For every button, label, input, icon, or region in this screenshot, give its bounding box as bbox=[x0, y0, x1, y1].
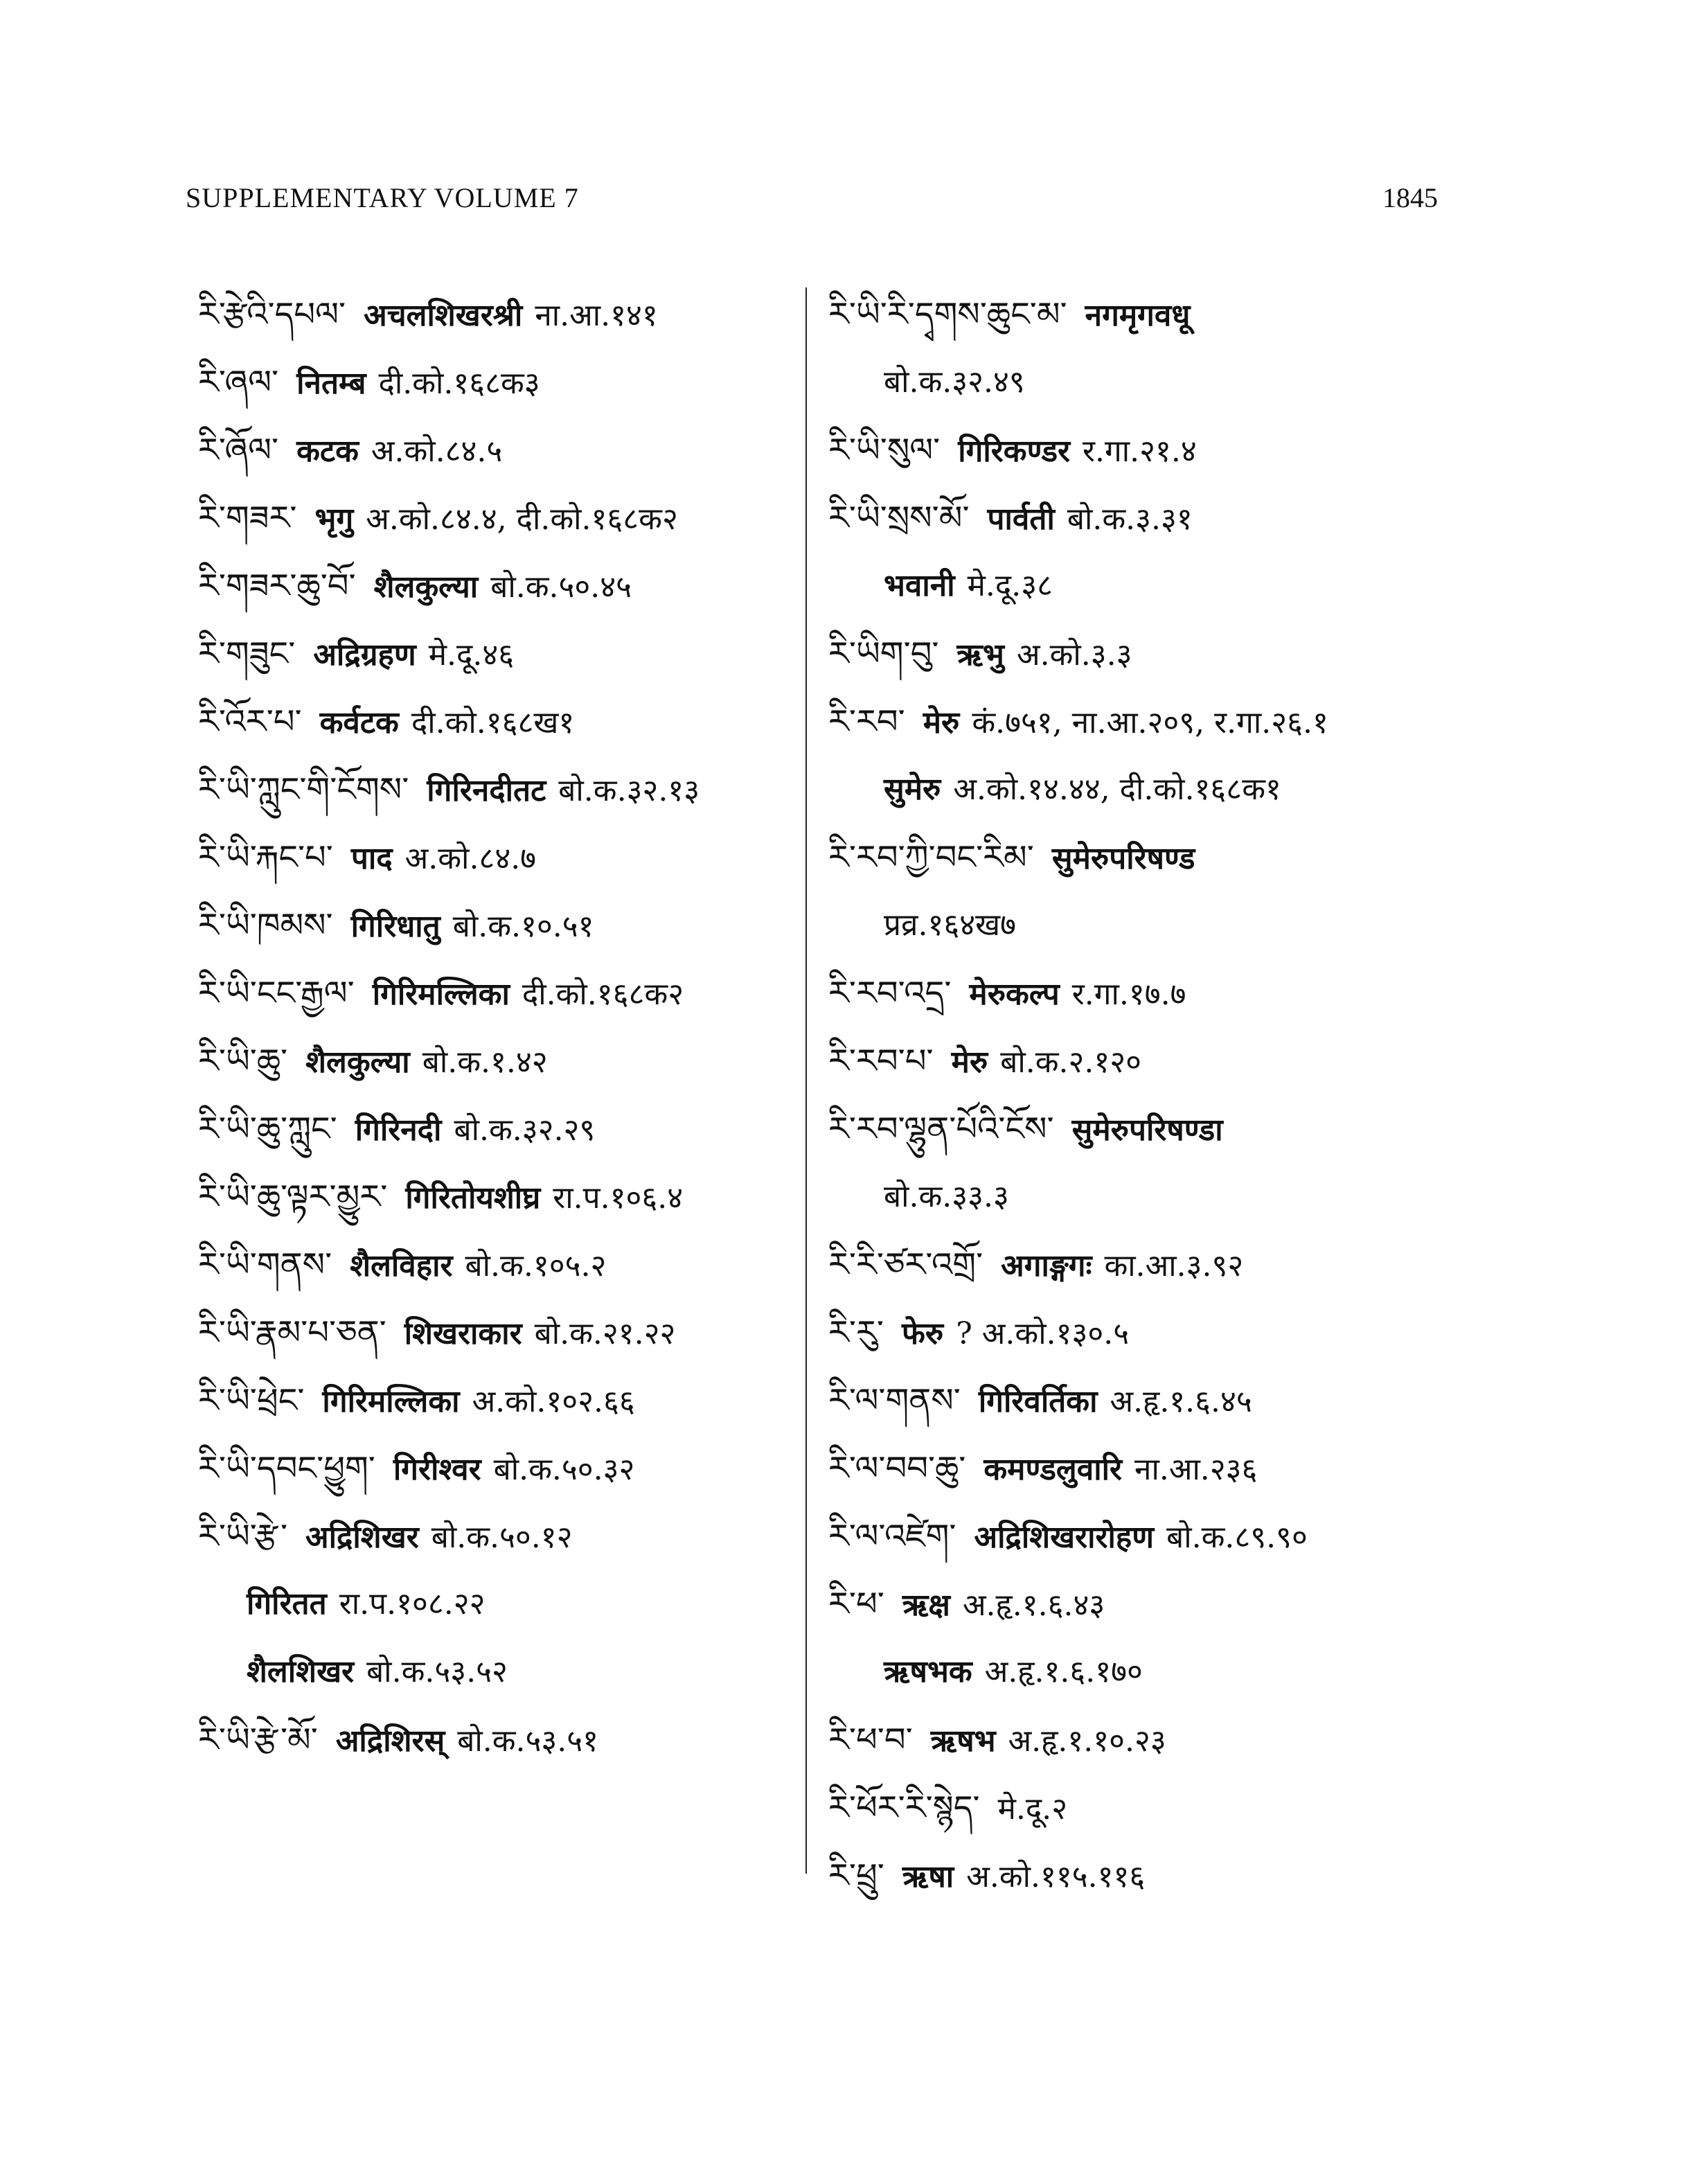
column-divider bbox=[805, 287, 807, 1874]
dictionary-entry bbox=[198, 688, 808, 756]
dictionary-entry bbox=[198, 1231, 808, 1299]
dictionary-entry bbox=[198, 281, 808, 348]
sanskrit-term: गिरिवर्तिका bbox=[978, 1384, 1098, 1419]
dictionary-entry bbox=[828, 1435, 1452, 1502]
source-reference: अ.हृ.१.१०.२३ bbox=[1008, 1723, 1166, 1759]
dictionary-entry bbox=[198, 756, 808, 824]
sanskrit-term: गिरिधातु bbox=[350, 909, 440, 944]
sanskrit-term: कमण्डलुवारि bbox=[983, 1452, 1123, 1487]
dictionary-entry bbox=[198, 891, 808, 959]
tibetan-term: རི་ཡི་ཆུ་ཀླུང་ bbox=[198, 1110, 337, 1148]
tibetan-term: རི་རབ་འདྲ་ bbox=[828, 974, 952, 1013]
dictionary-entry bbox=[198, 348, 808, 416]
dictionary-entry bbox=[828, 1163, 1452, 1231]
dictionary-entry bbox=[828, 824, 1452, 891]
sanskrit-term: पाद bbox=[350, 841, 393, 876]
sanskrit-term: गिरिमल्लिका bbox=[372, 977, 510, 1012]
source-reference: र.गा.१७.७ bbox=[1071, 977, 1186, 1012]
dictionary-entry bbox=[198, 1027, 808, 1095]
tibetan-term: རི་རབ་ལྷུན་པོའི་ངོས་ bbox=[828, 1110, 1054, 1148]
source-reference: बो.क.५३.५१ bbox=[457, 1723, 599, 1759]
tibetan-term: རི་ཕྲུ་ bbox=[828, 1856, 884, 1895]
source-reference: मे.दू.४६ bbox=[428, 637, 515, 673]
running-head: SUPPLEMENTARY VOLUME 7 bbox=[186, 182, 579, 213]
dictionary-entry bbox=[828, 1027, 1452, 1095]
source-reference: बो.क.२.१२० bbox=[1000, 1045, 1142, 1080]
sanskrit-term: शैलकुल्या bbox=[305, 1045, 410, 1080]
dictionary-entry bbox=[828, 1842, 1452, 1910]
sanskrit-term: मेरुकल्प bbox=[969, 977, 1060, 1012]
sanskrit-term: शैलशिखर bbox=[247, 1654, 355, 1689]
dictionary-entry bbox=[828, 959, 1452, 1027]
sanskrit-term: ऋक्ष bbox=[902, 1588, 950, 1623]
dictionary-entry bbox=[198, 824, 808, 891]
page-number: 1845 bbox=[1382, 182, 1438, 213]
sanskrit-term: अद्रिशिरस् bbox=[335, 1723, 445, 1759]
tibetan-term: རི་རི་ཙར་འགྲོ་ bbox=[828, 1245, 983, 1284]
sanskrit-term: भवानी bbox=[884, 568, 955, 603]
sanskrit-term: सुमेरु bbox=[884, 772, 941, 807]
dictionary-entry bbox=[828, 1502, 1452, 1570]
dictionary-entry bbox=[828, 620, 1452, 688]
dictionary-entry bbox=[828, 1638, 1452, 1706]
right-column bbox=[828, 281, 1452, 1910]
tibetan-term: རི་ལ་འཛེག་ bbox=[828, 1517, 956, 1556]
tibetan-term: རི་ཡི་སུལ་ bbox=[828, 431, 941, 470]
dictionary-entry bbox=[198, 552, 808, 620]
tibetan-term: རི་རབ་པ་ bbox=[828, 1042, 934, 1081]
source-reference: बो.क.१०५.२ bbox=[465, 1248, 607, 1284]
source-reference: मे.दू.३८ bbox=[967, 568, 1053, 603]
sanskrit-term: पार्वती bbox=[987, 501, 1055, 537]
tibetan-term: རི་གཟུང་ bbox=[198, 634, 296, 673]
tibetan-term: རི་ཞོལ་ bbox=[198, 431, 279, 470]
source-reference: अ.को.३.३ bbox=[1016, 637, 1132, 673]
tibetan-term: རི་རུ་ bbox=[828, 1313, 884, 1352]
tibetan-term: རི་གཟར་ bbox=[198, 499, 297, 538]
tibetan-term: རི་ཡི་རྣམ་པ་ཅན་ bbox=[198, 1313, 386, 1352]
dictionary-entry bbox=[828, 484, 1452, 552]
source-reference: अ.को.११५.११६ bbox=[966, 1859, 1146, 1894]
sanskrit-term: शैलकुल्या bbox=[373, 569, 479, 605]
sanskrit-term: अद्रिशिखर bbox=[305, 1520, 419, 1555]
dictionary-entry bbox=[198, 959, 808, 1027]
dictionary-entry bbox=[828, 891, 1452, 959]
source-reference: बो.क.३.३१ bbox=[1067, 501, 1193, 537]
source-reference: मे.दू.२ bbox=[997, 1791, 1068, 1827]
tibetan-term: རི་ཡི་རྩེ་མོ་ bbox=[198, 1721, 318, 1759]
source-reference: बो.क.२१.२२ bbox=[534, 1316, 676, 1351]
dictionary-entry bbox=[828, 416, 1452, 484]
dictionary-entry bbox=[828, 1774, 1452, 1842]
source-reference: बो.क.३२.१३ bbox=[558, 773, 700, 808]
source-reference: बो.क.५३.५२ bbox=[366, 1654, 508, 1689]
source-reference: ना.आ.२३६ bbox=[1134, 1452, 1258, 1487]
dictionary-entry bbox=[828, 552, 1452, 620]
sanskrit-term: अचलशिखरश्री bbox=[364, 298, 523, 333]
dictionary-entry bbox=[828, 1095, 1452, 1163]
tibetan-term: རི་ཡིག་བུ་ bbox=[828, 634, 939, 673]
tibetan-term: རི་ཡི་གནས་ bbox=[198, 1245, 332, 1284]
sanskrit-term: गिरिकण्डर bbox=[958, 434, 1071, 469]
dictionary-entry bbox=[198, 484, 808, 552]
tibetan-term: རི་རབ་ bbox=[828, 702, 905, 741]
source-reference: ना.आ.१४१ bbox=[535, 298, 658, 333]
dictionary-entry bbox=[198, 1706, 808, 1774]
tibetan-term: རི་ཡི་རྩེ་ bbox=[198, 1517, 288, 1556]
dictionary-entry bbox=[198, 1299, 808, 1367]
sanskrit-term: मेरु bbox=[923, 705, 960, 740]
dictionary-entry bbox=[828, 756, 1452, 824]
source-reference: बो.क.३३.३ bbox=[884, 1179, 1009, 1214]
source-reference: का.आ.३.९२ bbox=[1104, 1248, 1244, 1284]
source-reference: दी.को.१६८क२ bbox=[522, 977, 684, 1012]
sanskrit-term: ऋषा bbox=[902, 1859, 954, 1894]
page-header bbox=[186, 181, 1438, 223]
source-reference: प्रव्र.१६४ख७ bbox=[884, 907, 1016, 943]
sanskrit-term: ऋषभक bbox=[884, 1654, 972, 1689]
dictionary-entry bbox=[198, 1163, 808, 1231]
tibetan-term: རི་ཡི་སྲས་མོ་ bbox=[828, 499, 970, 538]
sanskrit-term: कर्वटक bbox=[319, 705, 399, 740]
tibetan-term: རི་ཕ་བ་ bbox=[828, 1721, 913, 1759]
source-reference: दी.को.१६८क३ bbox=[378, 366, 540, 401]
sanskrit-term: ऋषभ bbox=[930, 1723, 996, 1759]
sanskrit-term: शिखराकार bbox=[404, 1316, 522, 1351]
source-reference: बो.क.३२.४९ bbox=[884, 364, 1025, 400]
source-reference: बो.क.१.४२ bbox=[422, 1045, 548, 1080]
source-reference: बो.क.८९.९० bbox=[1166, 1520, 1308, 1555]
tibetan-term: རི་ཕོར་རི་སྙེད་ bbox=[828, 1788, 980, 1827]
dictionary-entry bbox=[198, 620, 808, 688]
sanskrit-term: गिरिनदीतट bbox=[427, 773, 546, 808]
tibetan-term: རི་ཡི་དབང་ཕྱུག་ bbox=[198, 1449, 375, 1488]
source-reference: अ.हृ.१.६.१७० bbox=[984, 1654, 1143, 1689]
dictionary-entry bbox=[198, 1638, 808, 1706]
sanskrit-term: गिरितत bbox=[247, 1586, 327, 1622]
source-reference: बो.क.५०.४५ bbox=[490, 569, 632, 605]
sanskrit-term: कटक bbox=[296, 434, 359, 469]
dictionary-entry bbox=[828, 1367, 1452, 1435]
dictionary-entry bbox=[828, 688, 1452, 756]
sanskrit-term: फेरु bbox=[901, 1316, 944, 1351]
source-reference: ? अ.को.१३०.५ bbox=[956, 1316, 1130, 1351]
tibetan-term: རི་རྩེའི་དཔལ་ bbox=[198, 295, 346, 334]
sanskrit-term: गिरितोयशीघ्र bbox=[405, 1180, 541, 1216]
sanskrit-term: भृगु bbox=[314, 501, 354, 537]
dictionary-entry bbox=[198, 1570, 808, 1638]
dictionary-entry bbox=[828, 1570, 1452, 1638]
sanskrit-term: गिरिनदी bbox=[355, 1112, 442, 1148]
tibetan-term: རི་ཡི་རྐང་པ་ bbox=[198, 838, 333, 877]
dictionary-entry bbox=[828, 1706, 1452, 1774]
dictionary-entry bbox=[828, 1299, 1452, 1367]
tibetan-term: རི་ཡི་ཆུ་ bbox=[198, 1042, 288, 1081]
dictionary-entry bbox=[198, 1095, 808, 1163]
source-reference: अ.हृ.१.६.४३ bbox=[962, 1588, 1105, 1623]
tibetan-term: རི་ལ་གནས་ bbox=[828, 1381, 961, 1420]
source-reference: बो.क.१०.५१ bbox=[452, 909, 594, 944]
tibetan-term: རི་ལ་བབ་ཆུ་ bbox=[828, 1449, 966, 1488]
sanskrit-term: गिरीश्वर bbox=[393, 1452, 481, 1487]
dictionary-entry bbox=[828, 1231, 1452, 1299]
source-reference: र.गा.२१.४ bbox=[1083, 434, 1197, 469]
tibetan-term: རི་ཡི་ཁམས་ bbox=[198, 906, 333, 945]
source-reference: अ.हृ.१.६.४५ bbox=[1110, 1384, 1252, 1419]
sanskrit-term: नितम्ब bbox=[296, 366, 366, 401]
source-reference: बो.क.५०.३२ bbox=[493, 1452, 635, 1487]
sanskrit-term: अगाङ्गगः bbox=[1001, 1248, 1092, 1284]
tibetan-term: རི་གཟར་ཆུ་བོ་ bbox=[198, 567, 356, 605]
tibetan-term: རི་ཞལ་ bbox=[198, 363, 279, 402]
source-reference: दी.को.१६८ख१ bbox=[411, 705, 575, 740]
sanskrit-term: सुमेरुपरिषण्ड bbox=[1051, 841, 1195, 876]
sanskrit-term: शैलविहार bbox=[350, 1248, 453, 1284]
tibetan-term: རི་ཡི་རི་དྭགས་ཆུང་མ་ bbox=[828, 295, 1067, 334]
dictionary-entry bbox=[198, 1367, 808, 1435]
dictionary-entry bbox=[198, 416, 808, 484]
tibetan-term: རི་ཡི་ཕྲེང་ bbox=[198, 1381, 305, 1420]
sanskrit-term: गिरिमल्लिका bbox=[322, 1384, 460, 1419]
dictionary-entry bbox=[198, 1435, 808, 1502]
tibetan-term: རི་ཡི་ཆུ་ལྟར་མྱུར་ bbox=[198, 1178, 388, 1216]
source-reference: अ.को.८४.४, दी.को.१६८क२ bbox=[366, 501, 678, 537]
tibetan-term: རི་ཡི་ཀླུང་གི་ངོགས་ bbox=[198, 770, 409, 809]
sanskrit-term: सुमेरुपरिषण्डा bbox=[1071, 1112, 1223, 1148]
source-reference: कं.७५१, ना.आ.२०९, र.गा.२६.१ bbox=[972, 705, 1328, 740]
sanskrit-term: नगमृगवधू bbox=[1085, 298, 1191, 333]
source-reference: अ.को.१०२.६६ bbox=[472, 1384, 635, 1419]
tibetan-term: རི་རབ་ཀྱི་བང་རིམ་ bbox=[828, 838, 1034, 877]
source-reference: अ.को.१४.४४, दी.को.१६८क१ bbox=[953, 772, 1281, 807]
tibetan-term: རི་ཡི་ངང་རྒྱལ་ bbox=[198, 974, 355, 1013]
source-reference: बो.क.३२.२९ bbox=[454, 1112, 596, 1148]
tibetan-term: རི་འོར་པ་ bbox=[198, 702, 302, 741]
source-reference: अ.को.८४.७ bbox=[404, 841, 537, 876]
sanskrit-term: अद्रिग्रहण bbox=[313, 637, 416, 673]
dictionary-entry bbox=[828, 348, 1452, 416]
sanskrit-term: ऋभु bbox=[956, 637, 1004, 673]
source-reference: रा.प.१०६.४ bbox=[553, 1180, 684, 1216]
source-reference: अ.को.८४.५ bbox=[371, 434, 503, 469]
left-column bbox=[198, 281, 808, 1774]
tibetan-term: རི་ཕ་ bbox=[828, 1585, 884, 1624]
sanskrit-term: मेरु bbox=[951, 1045, 988, 1080]
dictionary-entry bbox=[198, 1502, 808, 1570]
source-reference: रा.प.१०८.२२ bbox=[339, 1586, 486, 1622]
dictionary-entry bbox=[828, 281, 1452, 348]
source-reference: बो.क.५०.१२ bbox=[431, 1520, 573, 1555]
sanskrit-term: अद्रिशिखरारोहण bbox=[974, 1520, 1155, 1555]
